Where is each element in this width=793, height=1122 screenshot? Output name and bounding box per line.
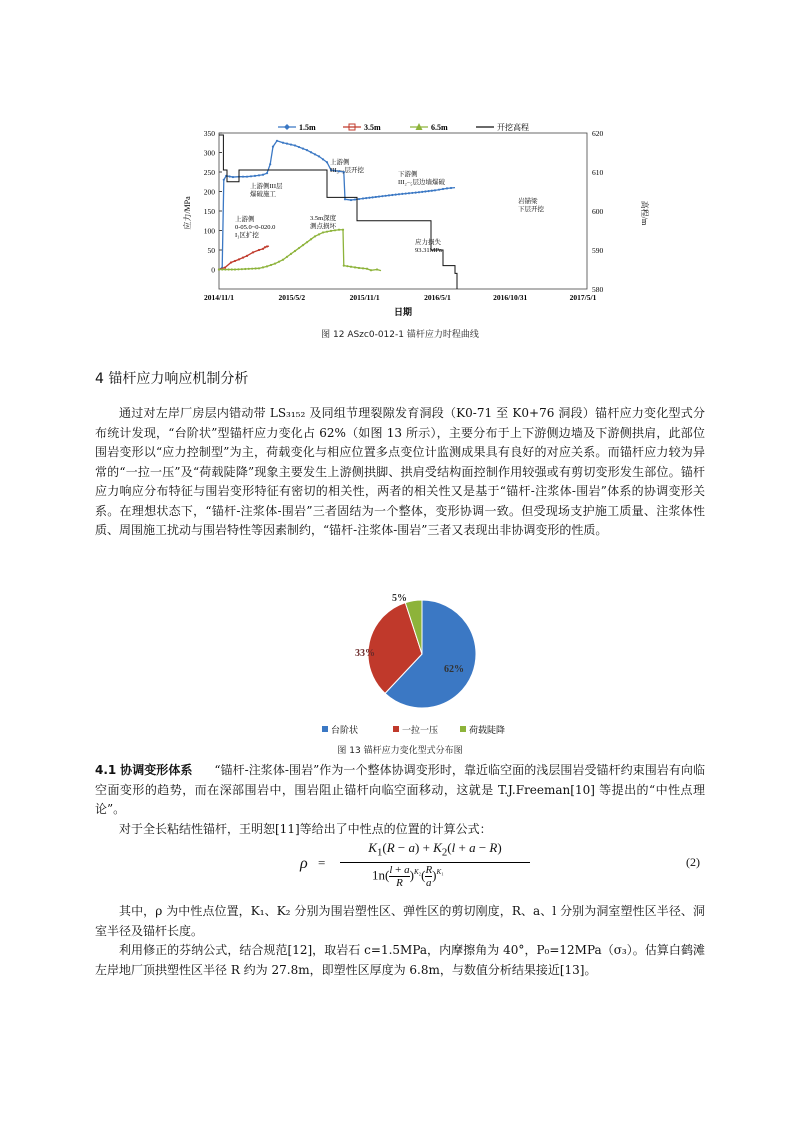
pie-label-0: 62% [444, 664, 464, 675]
series-marker [446, 187, 448, 189]
section-4-1-first-paragraph [95, 761, 705, 820]
annotation-rock-beam: 岩锚梁下层开挖 [518, 198, 544, 213]
section-4-body [95, 404, 705, 541]
series-marker [274, 263, 276, 265]
y-axis-label-left: 应力/MPa [183, 196, 192, 230]
series-marker [254, 267, 256, 269]
series-marker [411, 192, 413, 194]
series-marker [262, 174, 264, 176]
pie-label-1: 33% [355, 648, 375, 659]
series-marker [266, 265, 268, 267]
legend-3-5m: 3.5m [364, 123, 381, 132]
series-marker [218, 268, 220, 270]
annotation-upstream-i1: 上游侧 0-05.0~0-020.0 I₁区扩挖 [235, 216, 276, 239]
series-marker [251, 268, 253, 270]
section-4-1-paragraph-4: 利用修正的芬纳公式，结合规范[12]，取岩石 c=1.5MPa，内摩擦角为 40°，P₀=12MPa（σ₃）。估算白鹤滩左岸地厂顶拱塑性区半径 R 约为 27.8m，即塑性区厚度为 6.8m，与数值分析结果接近[13]。 [95, 943, 705, 977]
series-marker [262, 266, 264, 268]
series-marker [282, 259, 284, 261]
series-marker [326, 161, 328, 163]
equation-number: (2) [686, 855, 700, 869]
section-4-title: 4 锚杆应力响应机制分析 [95, 371, 249, 387]
series-marker [237, 268, 239, 270]
series-marker [244, 268, 246, 270]
y-tick-right: 590 [592, 246, 604, 255]
section-4-1-title: 协调变形体系 [120, 763, 193, 777]
series-marker [310, 238, 312, 240]
series-marker [372, 196, 374, 198]
series-marker [342, 229, 344, 231]
x-tick: 2016/5/1 [424, 293, 451, 302]
y-axis-label-right: 高程/m [640, 200, 649, 226]
series-marker [354, 266, 356, 268]
y-tick-right: 620 [592, 129, 604, 138]
x-axis-ticks [204, 293, 597, 302]
section-4-1-paragraph-3: 其中，ρ 为中性点位置，K₁、K₂ 分别为围岩塑性区、弹性区的剪切刚度，R、a、l 分别为洞室塑性区半径、洞室半径及锚杆长度。 [95, 904, 705, 938]
pie-legend-label-2: 荷载陡降 [469, 726, 506, 736]
series-marker [266, 172, 268, 174]
series-marker [415, 192, 417, 194]
annotation-stress-loss: 应力损失 93.31MPa [415, 239, 442, 254]
pie-label-2: 5% [392, 593, 407, 604]
series-marker [228, 268, 230, 270]
series-marker [246, 176, 248, 178]
series-marker [434, 189, 436, 191]
pie-legend-swatch-1 [393, 726, 399, 732]
y-tick-right: 600 [592, 207, 604, 216]
section-4-1-tail [95, 902, 705, 980]
series-marker [302, 244, 304, 246]
series-marker [418, 191, 420, 193]
series-marker [344, 198, 346, 200]
neutral-point-equation: ρ = $K_1(R - a) + K_2(l + a - R)$ 1n(l + a R )$^{K_2}(\frac{R}{a}$ )$^{K_1}$ [300, 840, 540, 892]
figure-13-caption: 图 13 锚杆应力变化型式分布图 [337, 746, 463, 756]
series-marker [242, 257, 244, 259]
series-marker [250, 175, 252, 177]
series-marker [354, 198, 356, 200]
series-marker [358, 267, 360, 269]
series-marker [290, 143, 292, 145]
legend-1-5m: 1.5m [299, 123, 316, 132]
series-marker [401, 193, 403, 195]
series-marker [242, 176, 244, 178]
section-4-1-paragraph-2: 对于全长粘结性锚杆，王明恕[11]等给出了中性点的位置的计算公式： [119, 821, 492, 836]
series-marker [421, 191, 423, 193]
series-marker [298, 146, 300, 148]
series-marker [368, 197, 370, 199]
chart-annotations [235, 157, 545, 254]
figure-12-caption: 图 12 ASzc0-012-1 锚杆应力时程曲线 [321, 330, 479, 340]
series-marker [258, 174, 260, 176]
series-marker [450, 187, 452, 189]
y-tick-left: 200 [203, 187, 215, 197]
series-marker [388, 194, 390, 196]
series-marker [362, 267, 364, 269]
series-marker [405, 192, 407, 194]
series-marker [306, 149, 308, 151]
series-marker [264, 246, 266, 248]
series-marker [314, 235, 316, 237]
series-marker [270, 264, 272, 266]
series-marker [231, 268, 233, 270]
series-marker [350, 199, 352, 201]
pie-slices [368, 600, 476, 708]
series-marker [266, 245, 268, 247]
series-marker [286, 256, 288, 258]
series-marker [370, 269, 372, 271]
series-marker [375, 196, 377, 198]
series-marker [234, 268, 236, 270]
series-marker [428, 190, 430, 192]
section-4-1-number: 4.1 [95, 763, 117, 777]
y-tick-right: 580 [592, 285, 604, 294]
series-marker [330, 230, 332, 232]
series-marker [262, 248, 264, 250]
series-marker [365, 197, 367, 199]
series-marker [381, 195, 383, 197]
series-marker [234, 260, 236, 262]
annotation-upstream-iii: 上游侧III层爆破施工 [250, 183, 283, 198]
series-marker [276, 140, 278, 142]
series-marker [294, 250, 296, 252]
annotation-upstream-iii55: 上游侧 III₅₋₅层开挖 [330, 159, 364, 174]
y-tick-left: 150 [203, 207, 215, 216]
series-marker [269, 163, 271, 165]
series-marker [366, 268, 368, 270]
series-marker [378, 195, 380, 197]
x-tick: 2015/5/2 [278, 293, 306, 302]
y-tick-left: 100 [203, 226, 215, 236]
x-axis-label: 日期 [393, 307, 413, 317]
section-4-paragraph: 通过对左岸厂房层内错动带 LS₃₁₅₂ 及同组节理裂隙发育洞段（K0-71 至 K0+76 洞段）锚杆应力变化型式分布统计发现，“台阶状”型锚杆应力变化占 62%（如图 13 所示），主要分布于上下游侧边墙及下游侧拱肩，此部位围岩变形以“应力控制型”为主，荷载变化与相应位置多点变位计监测成果具有良好的对应关系。而锚杆应力较为异常的“一拉一压”及“荷载陡降”现象主要发生上游侧拱脚、拱肩受结构面控制作用较强或有剪切变形发生部位。锚杆应力响应分布特征与围岩变形特征有密切的相关性，两者的相关性又是基于“锚杆-注浆体-围岩”体系的协调变形关系。在理想状态下，“锚杆-注浆体-围岩”三者固结为一个整体，变形协调一致。但受现场支护施工质量、注浆体性质、周围施工扰动与围岩特性等因素制约，“锚杆-注浆体-围岩”三者又表现出非协调变形的性质。 [95, 406, 705, 537]
series-marker [318, 155, 320, 157]
series-marker [294, 144, 296, 146]
series-marker [395, 194, 397, 196]
pie-legend [322, 724, 505, 736]
series-marker [431, 190, 433, 192]
x-tick: 2017/5/1 [569, 293, 597, 302]
series-marker [224, 266, 226, 268]
legend-excavation: 开挖高程 [497, 123, 529, 132]
series-marker [338, 229, 340, 231]
right-axis-ticks [592, 129, 604, 294]
series-marker [358, 198, 360, 200]
y-tick-left: 300 [203, 148, 215, 158]
series-marker [326, 231, 328, 233]
pie-legend-swatch-0 [322, 726, 328, 732]
series-marker [398, 193, 400, 195]
pie-legend-label-0: 台阶状 [331, 726, 359, 736]
series-marker [322, 231, 324, 233]
series-marker [282, 142, 284, 144]
series-marker [221, 268, 223, 270]
series-marker [346, 265, 348, 267]
chart-legend [278, 122, 529, 132]
series-marker [272, 146, 274, 148]
stress-time-chart [180, 118, 650, 318]
series-marker [278, 261, 280, 263]
annotation-3-5m-damaged: 3.5m深度测点损坏 [310, 215, 337, 230]
pie-legend-swatch-2 [460, 726, 466, 732]
series-marker [350, 266, 352, 268]
series-marker [343, 265, 345, 267]
series-marker [254, 175, 256, 177]
legend-6-5m: 6.5m [431, 123, 448, 132]
series-marker [286, 143, 288, 145]
series-marker [298, 247, 300, 249]
series-marker [322, 158, 324, 160]
pie-legend-label-1: 一拉一压 [402, 726, 439, 736]
series-marker [314, 153, 316, 155]
y-tick-left: 50 [207, 246, 215, 255]
series-marker [362, 197, 364, 199]
pie-chart [320, 578, 520, 738]
x-tick: 2015/11/1 [349, 293, 380, 302]
x-tick: 2016/10/31 [493, 293, 528, 302]
series-marker [408, 192, 410, 194]
series-marker [258, 267, 260, 269]
series-marker [306, 241, 308, 243]
series-marker [258, 249, 260, 251]
series-marker [229, 175, 231, 177]
series-marker [438, 189, 440, 191]
series-marker [318, 233, 320, 235]
series-marker [302, 148, 304, 150]
series-marker [310, 151, 312, 153]
x-tick: 2014/11/1 [203, 293, 235, 302]
series-marker [385, 195, 387, 197]
y-tick-right: 610 [592, 168, 604, 177]
series-marker [241, 268, 243, 270]
section-4-1-paragraph-1: “锚杆-注浆体-围岩”作为一个整体协调变形时，靠近临空面的浅层围岩受锚杆约束围岩有向临空面变形的趋势，而在深部围岩中，围岩阻止锚杆向临空面移动，这就是 T.J.Freeman[10] 等提出的“中性点理论”。 [95, 763, 705, 816]
y-tick-left: 0 [211, 265, 215, 275]
series-marker [230, 261, 232, 263]
y-tick-left: 350 [203, 129, 215, 138]
series-marker [391, 194, 393, 196]
series-marker [376, 268, 378, 270]
series-marker [290, 253, 292, 255]
section-4-1-body [95, 761, 705, 839]
y-tick-left: 250 [203, 168, 215, 177]
series-marker [232, 176, 234, 178]
series-marker [252, 251, 254, 253]
annotation-downstream-iii25: 下游侧 III₂₋₅层边墙爆破 [398, 171, 445, 186]
series-marker [224, 268, 226, 270]
series-marker [223, 179, 225, 181]
series-marker [246, 255, 248, 257]
series-marker [424, 190, 426, 192]
series-marker [238, 258, 240, 260]
series-marker [248, 268, 250, 270]
series-marker [442, 188, 444, 190]
